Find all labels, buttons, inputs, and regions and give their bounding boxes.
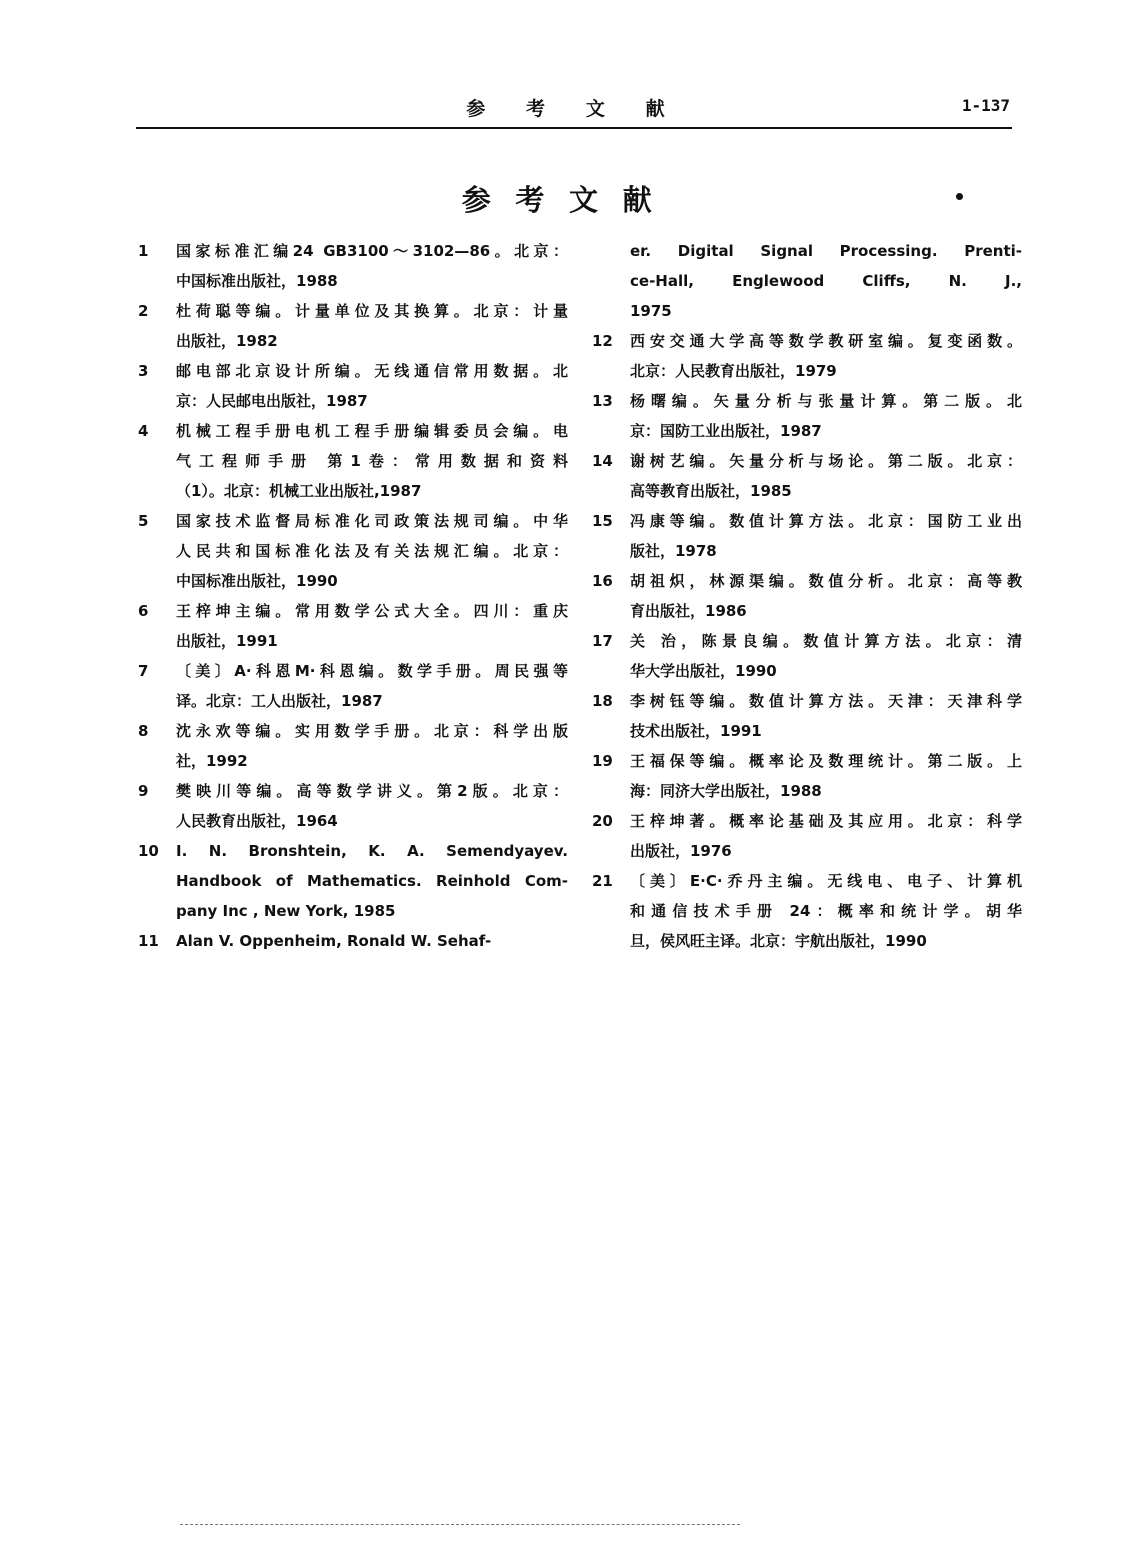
reference-number: 16: [592, 572, 613, 590]
reference-number: 10: [138, 842, 159, 860]
reference-line: 胡祖炽，林源渠编。数值分析。北京：高等教: [630, 572, 1022, 590]
reference-text: [630, 326, 1022, 386]
reference-line: Alan V. Oppenheim, Ronald W. Sehaf-: [176, 932, 492, 950]
reference-line: 国家标准汇编24 GB3100～3102—86。北京：: [176, 242, 568, 260]
reference-text: [176, 416, 568, 506]
reference-line: 中国标准出版社，1988: [176, 272, 338, 290]
reference-number: 4: [138, 422, 149, 440]
reference-number: 8: [138, 722, 149, 740]
reference-line: 中国标准出版社，1990: [176, 572, 338, 590]
reference-line: 机械工程手册电机工程手册编辑委员会编。电: [176, 422, 568, 440]
reference-line: 技术出版社，1991: [630, 722, 762, 740]
reference-text: [176, 926, 568, 956]
reference-line: 西安交通大学高等数学教研室编。复变函数。: [630, 332, 1022, 350]
reference-number: 13: [592, 392, 613, 410]
reference-line: 关 治，陈景良编。数值计算方法。北京：清: [630, 632, 1022, 650]
reference-item: [592, 566, 1022, 626]
reference-item: [138, 656, 568, 716]
reference-number: 7: [138, 662, 149, 680]
reference-text: [630, 626, 1022, 686]
reference-number: 6: [138, 602, 149, 620]
running-title: 参 考 文 献: [466, 98, 682, 120]
reference-line: 谢树艺编。矢量分析与场论。第二版。北京：: [630, 452, 1022, 470]
reference-item: [138, 596, 568, 656]
reference-line: 高等教育出版社，1985: [630, 482, 792, 500]
page-number: 1-137: [961, 96, 1010, 115]
running-header: [138, 94, 1010, 126]
reference-text: [176, 296, 568, 356]
reference-text: [176, 596, 568, 656]
reference-line: 冯康等编。数值计算方法。北京：国防工业出: [630, 512, 1022, 530]
reference-line: 沈永欢等编。实用数学手册。北京：科学出版: [176, 722, 568, 740]
reference-item: [592, 326, 1022, 386]
reference-line: 〔美〕A·科恩M·科恩编。数学手册。周民强等: [176, 662, 568, 680]
reference-text: [176, 236, 568, 296]
reference-item: [138, 356, 568, 416]
reference-line: pany Inc , New York, 1985: [176, 902, 396, 920]
reference-line: 王梓坤主编。常用数学公式大全。四川：重庆: [176, 602, 568, 620]
reference-line: I. N. Bronshtein, K. A. Semendyayev.: [176, 842, 568, 860]
reference-item: [138, 296, 568, 356]
reference-text: [176, 716, 568, 776]
reference-number: 20: [592, 812, 613, 830]
reference-text: [630, 446, 1022, 506]
reference-number: 21: [592, 872, 613, 890]
reference-line: 京：国防工业出版社，1987: [630, 422, 822, 440]
title-dot: [956, 193, 963, 200]
reference-line: Handbook of Mathematics. Reinhold Com-: [176, 872, 568, 890]
reference-line: er. Digital Signal Processing. Prenti-: [630, 242, 1022, 260]
reference-line: 旦，侯风旺主译。北京：宇航出版社，1990: [630, 932, 927, 950]
reference-line: ce-Hall, Englewood Cliffs, N. J.,: [630, 272, 1022, 290]
reference-text: [630, 506, 1022, 566]
reference-line: 华大学出版社，1990: [630, 662, 777, 680]
reference-text: [176, 356, 568, 416]
reference-text: [176, 836, 568, 926]
reference-item: [592, 386, 1022, 446]
reference-line: 王福保等编。概率论及数理统计。第二版。上: [630, 752, 1022, 770]
reference-line: （1）。北京：机械工业出版社,1987: [176, 482, 422, 500]
reference-line: 气工程师手册 第1卷：常用数据和资料: [176, 452, 568, 470]
reference-number: 2: [138, 302, 149, 320]
reference-text: [630, 866, 1022, 956]
reference-line: 邮电部北京设计所编。无线通信常用数据。北: [176, 362, 568, 380]
reference-item: [592, 866, 1022, 956]
reference-item: [592, 506, 1022, 566]
header-rule: [136, 127, 1012, 129]
reference-line: 和通信技术手册 24：概率和统计学。胡华: [630, 902, 1022, 920]
reference-item: [592, 446, 1022, 506]
reference-line: 人民教育出版社，1964: [176, 812, 338, 830]
reference-text: [630, 566, 1022, 626]
reference-line: 社，1992: [176, 752, 248, 770]
reference-number: 1: [138, 242, 149, 260]
reference-text: [630, 686, 1022, 746]
reference-item: [592, 806, 1022, 866]
reference-text: [176, 506, 568, 596]
reference-line: 出版社，1991: [176, 632, 278, 650]
reference-number: 14: [592, 452, 613, 470]
reference-line: 译。北京：工人出版社，1987: [176, 692, 383, 710]
reference-item: [138, 236, 568, 296]
reference-number: 15: [592, 512, 613, 530]
reference-line: 国家技术监督局标准化司政策法规司编。中华: [176, 512, 568, 530]
reference-line: 李树钰等编。数值计算方法。天津：天津科学: [630, 692, 1022, 710]
reference-number: 5: [138, 512, 149, 530]
reference-11-continuation: [592, 236, 1022, 326]
reference-line: 王梓坤著。概率论基础及其应用。北京：科学: [630, 812, 1022, 830]
left-column: [138, 236, 568, 956]
reference-number: 17: [592, 632, 613, 650]
reference-text: [630, 806, 1022, 866]
reference-line: 杜荷聪等编。计量单位及其换算。北京：计量: [176, 302, 568, 320]
reference-line: 杨曙编。矢量分析与张量计算。第二版。北: [630, 392, 1022, 410]
reference-item: [138, 836, 568, 926]
reference-line: 版社，1978: [630, 542, 717, 560]
reference-line: 人民共和国标准化法及有关法规汇编。北京：: [176, 542, 568, 560]
reference-number: 19: [592, 752, 613, 770]
right-column: [592, 236, 1022, 956]
reference-item: [138, 416, 568, 506]
reference-line: 出版社，1982: [176, 332, 278, 350]
reference-item: [592, 686, 1022, 746]
reference-item: [138, 776, 568, 836]
reference-item: [138, 926, 568, 956]
reference-text: [176, 776, 568, 836]
reference-line: 育出版社，1986: [630, 602, 747, 620]
reference-number: 18: [592, 692, 613, 710]
right-column-list: [592, 326, 1022, 956]
reference-text: [630, 386, 1022, 446]
reference-line: 海：同济大学出版社，1988: [630, 782, 822, 800]
bottom-rule: [180, 1524, 740, 1525]
page-title: 参考文献: [461, 183, 677, 217]
reference-line: 1975: [630, 302, 672, 320]
reference-item: [138, 716, 568, 776]
reference-number: 12: [592, 332, 613, 350]
reference-line: 京：人民邮电出版社，1987: [176, 392, 368, 410]
reference-line: 〔美〕E·C·乔丹主编。无线电、电子、计算机: [630, 872, 1022, 890]
reference-number: 9: [138, 782, 149, 800]
reference-number: 11: [138, 932, 159, 950]
reference-line: 北京：人民教育出版社，1979: [630, 362, 837, 380]
reference-text: [630, 746, 1022, 806]
reference-item: [138, 506, 568, 596]
reference-line: 樊映川等编。高等数学讲义。第2版。北京：: [176, 782, 568, 800]
reference-line: 出版社，1976: [630, 842, 732, 860]
reference-item: [592, 626, 1022, 686]
reference-text: [176, 656, 568, 716]
reference-item: [592, 746, 1022, 806]
reference-number: 3: [138, 362, 149, 380]
